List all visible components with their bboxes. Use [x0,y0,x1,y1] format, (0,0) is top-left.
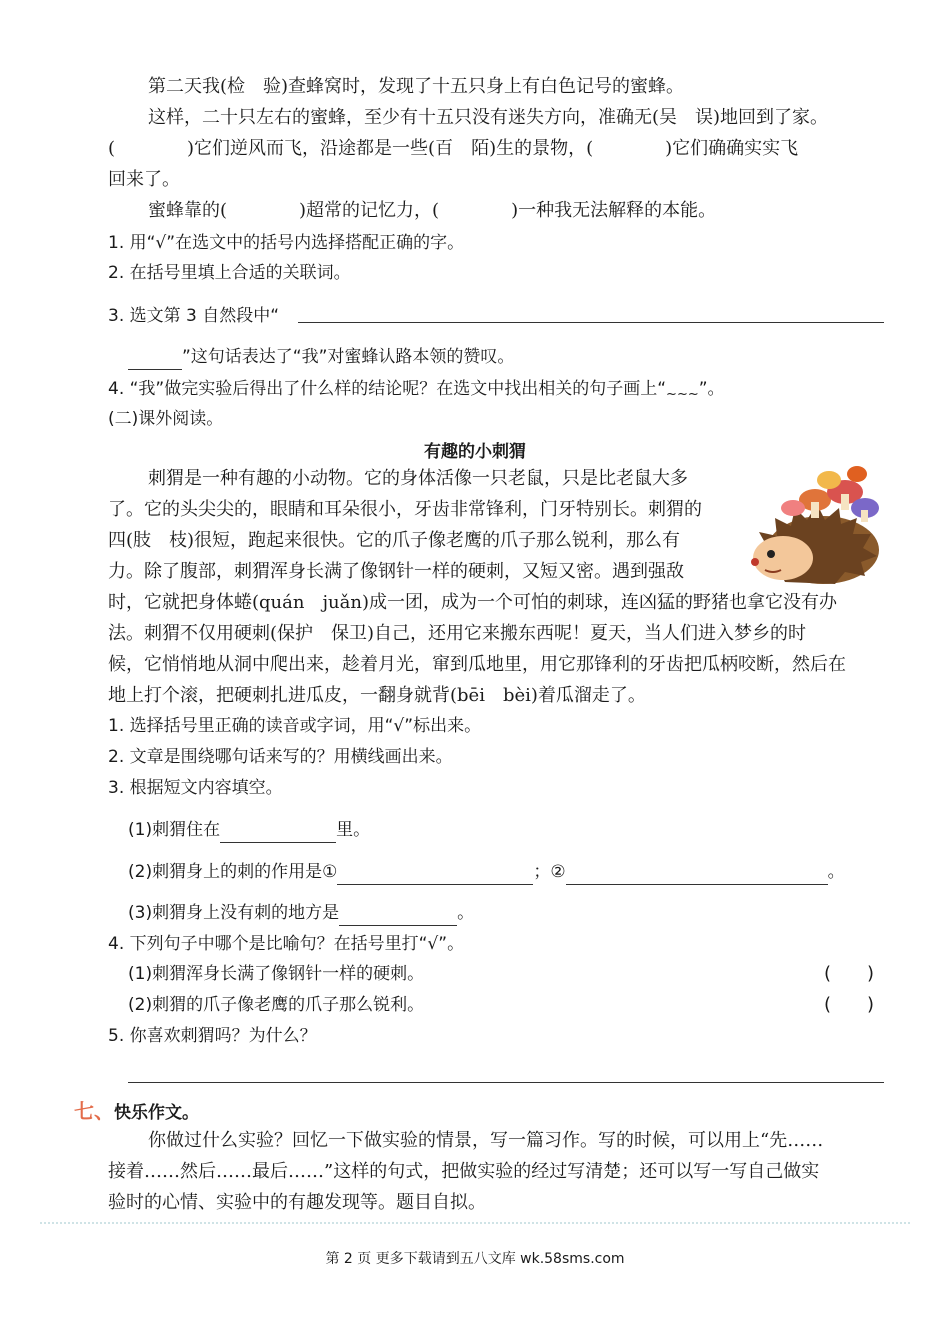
question-4-end: ”。 [698,379,725,399]
fill-1-text: (1)刺猬住在 [128,820,221,840]
story-line-8: 地上打个滚，把硬刺扎进瓜皮，一翻身就背(bēi bèi)着瓜溜走了。 [108,685,646,706]
section-7-number: 七、 [74,1099,114,1123]
story-title: 有趣的小刺猬 [424,442,526,462]
answer-paren-1[interactable]: ( ) [824,963,875,984]
fill-2 [128,859,845,885]
passage1-line-4: 回来了。 [108,169,180,190]
question-2: 2. 在括号里填上合适的关联词。 [108,263,351,283]
story-line-1: 刺猬是一种有趣的小动物。它的身体活像一只老鼠，只是比老鼠大多 [148,468,688,489]
question-3-end [128,344,514,370]
fill-2-end: 。 [827,862,845,882]
story-line-2: 了。它的头尖尖的，眼睛和耳朵很小，牙齿非常锋利，门牙特别长。刺猬的 [108,499,702,520]
section-7-label: 快乐作文。 [114,1103,199,1123]
story-question-4: 4. 下列句子中哪个是比喻句？在括号里打“√”。 [108,934,465,954]
section-2-label: (二)课外阅读。 [108,409,224,429]
simile-option-2: (2)刺猬的爪子像老鹰的爪子那么锐利。 [128,995,425,1015]
story-line-5: 时，它就把身体蜷(quán juǎn)成一团，成为一个可怕的刺球，连凶猛的野猪也拿它没有办 [108,592,837,613]
hedgehog-illustration [745,462,885,590]
story-line-4: 力。除了腹部，刺猬浑身长满了像钢针一样的硬刺，又短又密。遇到强敌 [108,561,684,582]
fill-2-text: (2)刺猬身上的刺的作用是① [128,862,338,882]
page-footer: 第 2 页 更多下载请到五八文库 wk.58sms.com [325,1251,625,1267]
fill-3-blank[interactable] [339,907,457,926]
question-3-start: 3. 选文第 3 自然段中“ [108,306,280,326]
question-3-end-text: ”这句话表达了“我”对蜜蜂认路本领的赞叹。 [182,347,515,367]
story-line-6: 法。刺猬不仅用硬刺(保护 保卫)自己，还用它来搬东西呢！夏天，当人们进入梦乡的时 [108,623,807,644]
answer-line[interactable] [128,1082,884,1083]
question-1: 1. 用“√”在选文中的括号内选择搭配正确的字。 [108,233,465,253]
decorative-divider [40,1222,910,1226]
passage1-line-5: 蜜蜂靠的( )超常的记忆力，( )一种我无法解释的本能。 [148,200,717,221]
answer-paren-2[interactable]: ( ) [824,994,875,1015]
passage1-line-1: 第二天我(检 验)查蜂窝时，发现了十五只身上有白色记号的蜜蜂。 [148,76,685,97]
question-4 [108,376,725,408]
fill-2-mid: ；② [533,862,566,882]
fill-3 [128,900,474,926]
section-7-line-2: 接着……然后……最后……”这样的句式，把做实验的经过写清楚；还可以写一写自己做实 [108,1161,820,1182]
question-4-text: 4. “我”做完实验后得出了什么样的结论呢？在选文中找出相关的句子画上“ [108,379,667,399]
story-line-3: 四(肢 枝)很短，跑起来很快。它的爪子像老鹰的爪子那么锐利，那么有 [108,530,681,551]
simile-option-1: (1)刺猬浑身长满了像钢针一样的硬刺。 [128,964,425,984]
fill-1-end: 里。 [336,820,371,840]
fill-2-blank-1[interactable] [337,866,533,885]
wavy-line-mark: ~~~ [666,387,699,402]
answer-line[interactable] [298,322,884,323]
section-7-line-1: 你做过什么实验？回忆一下做实验的情景，写一篇习作。写的时候，可以用上“先…… [148,1130,824,1151]
section-7-line-3: 验时的心情、实验中的有趣发现等。题目自拟。 [108,1192,486,1213]
story-line-7: 候，它悄悄地从洞中爬出来，趁着月光，窜到瓜地里，用它那锋利的牙齿把瓜柄咬断，然后在 [108,654,846,675]
fill-3-end: 。 [457,903,475,923]
story-question-2: 2. 文章是围绕哪句话来写的？用横线画出来。 [108,747,453,767]
fill-1-blank[interactable] [220,824,336,843]
passage1-line-3: ( )它们逆风而飞，沿途都是一些(百 陌)生的景物，( )它们确确实实飞 [108,138,799,159]
fill-2-blank-2[interactable] [566,866,828,885]
section-7-heading [74,1098,199,1126]
fill-3-text: (3)刺猬身上没有刺的地方是 [128,903,340,923]
story-question-1: 1. 选择括号里正确的读音或字词，用“√”标出来。 [108,716,482,736]
story-question-3: 3. 根据短文内容填空。 [108,778,283,798]
answer-blank[interactable] [128,351,182,370]
fill-1 [128,817,370,843]
passage1-line-2: 这样，二十只左右的蜜蜂，至少有十五只没有迷失方向，准确无(吴 误)地回到了家。 [148,107,829,128]
story-question-5: 5. 你喜欢刺猬吗？为什么？ [108,1026,317,1046]
